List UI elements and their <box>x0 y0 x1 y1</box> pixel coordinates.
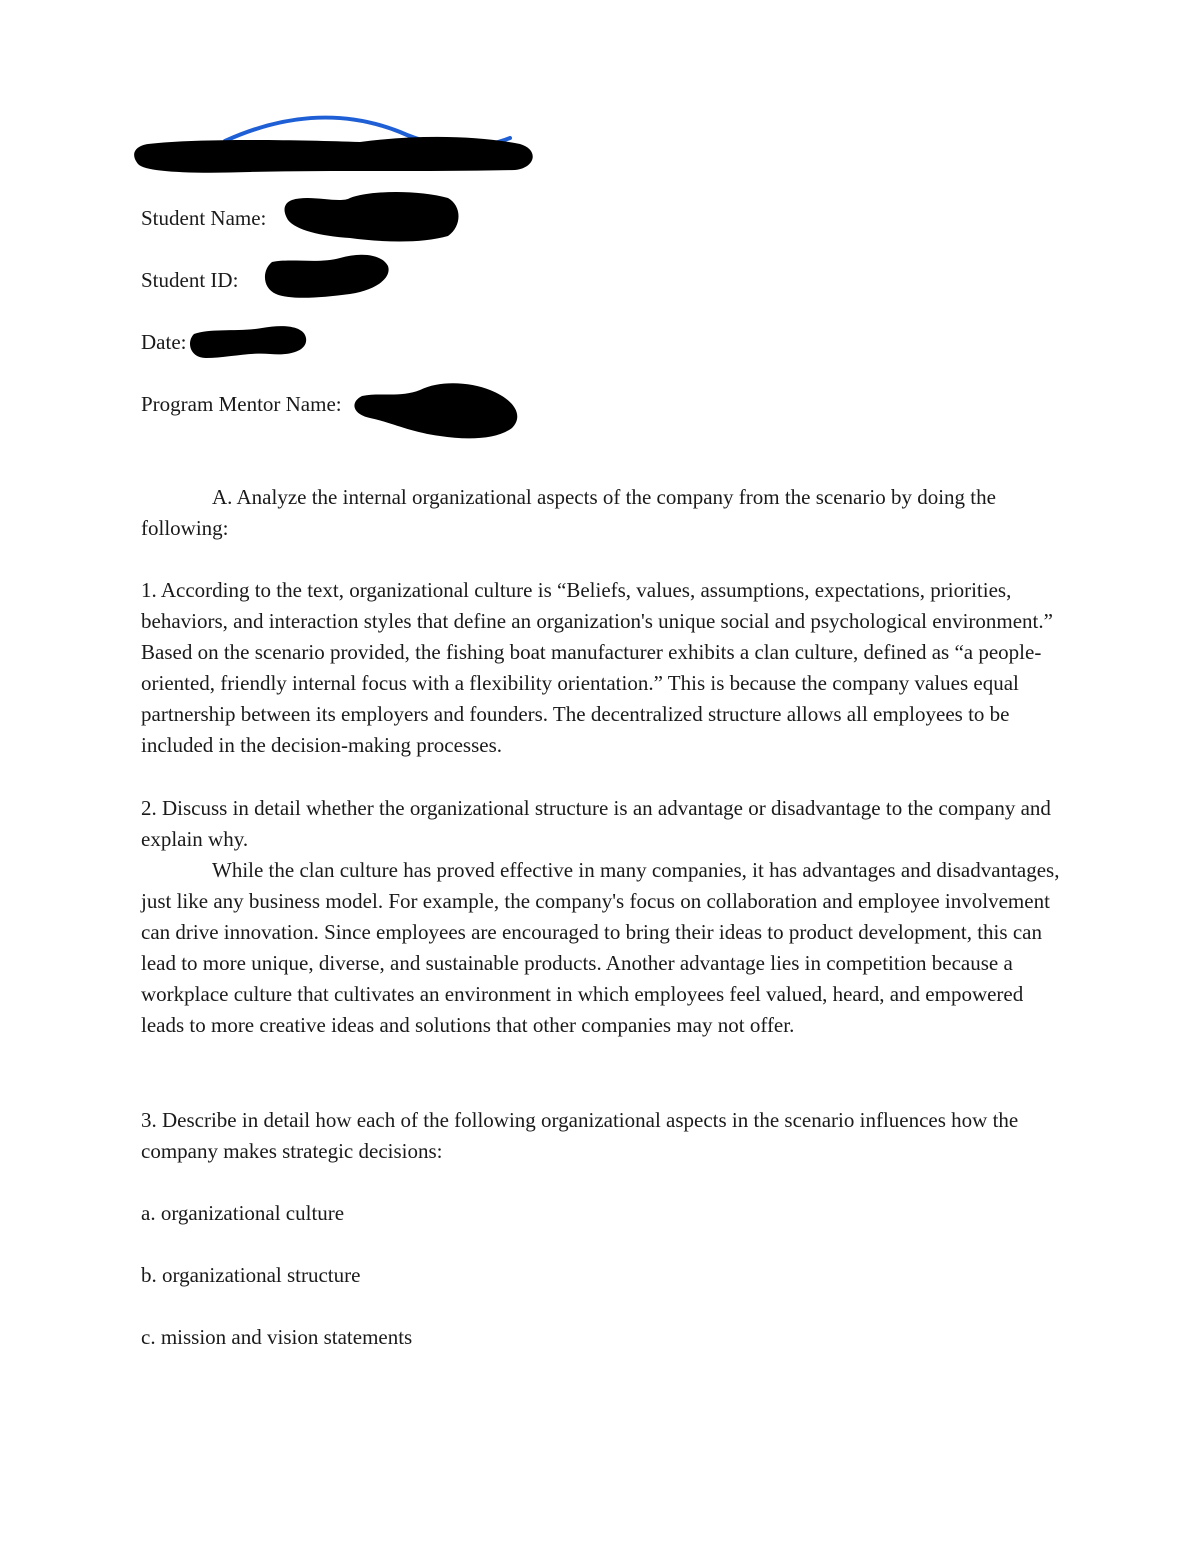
mentor-name-label: Program Mentor Name: <box>141 392 342 416</box>
title-redaction <box>134 137 533 173</box>
item-1-block <box>141 575 1071 761</box>
pen-stroke-mark <box>225 118 510 147</box>
item-2-block <box>141 793 1071 1041</box>
section-a-heading: A. Analyze the internal organizational aspects of the company from the scenario by doing the following: <box>141 485 996 540</box>
student-name-label: Student Name: <box>141 206 267 230</box>
item-2-prompt: 2. Discuss in detail whether the organizational structure is an advantage or disadvantage to the company and explain why. <box>141 796 1051 851</box>
item-3-sub-c: c. mission and vision statements <box>141 1325 413 1349</box>
item-3-block <box>141 1105 1071 1167</box>
date-label: Date: <box>141 330 187 354</box>
student-id-label: Student ID: <box>141 268 239 292</box>
item-3-sub-b: b. organizational structure <box>141 1263 361 1287</box>
student-name-redaction <box>285 192 459 242</box>
item-2-answer: While the clan culture has proved effective in many companies, it has advantages and disadvantages, just like any business model. For example, the company's focus on collaboration and employee involvement can drive innovation. Since employees are encouraged to bring their ideas to product development, this can lead to more unique, diverse, and sustainable products. Another advantage lies in competition because a workplace culture that cultivates an environment in which employees feel valued, heard, and empowered leads to more creative ideas and solutions that other companies may not offer. <box>141 858 1060 1037</box>
item-3-prompt: 3. Describe in detail how each of the following organizational aspects in the scenario influences how the company makes strategic decisions: <box>141 1108 1019 1163</box>
item-3-sub-a: a. organizational culture <box>141 1201 345 1225</box>
mentor-name-redaction <box>354 383 517 438</box>
item-1-text: 1. According to the text, organizational culture is “Beliefs, values, assumptions, expectations, priorities, behaviors, and interaction styles that define an organization's unique social and psychological environment.” Based on the scenario provided, the fishing boat manufacturer exhibits a clan culture, defined as “a people-oriented, friendly internal focus with a flexibility orientation.” This is because the company values equal partnership between its employers and founders. The decentralized structure allows all employees to be included in the decision-making processes. <box>141 578 1053 757</box>
student-id-redaction <box>265 255 389 298</box>
date-redaction <box>190 326 306 358</box>
section-a-heading-block <box>141 482 1071 544</box>
